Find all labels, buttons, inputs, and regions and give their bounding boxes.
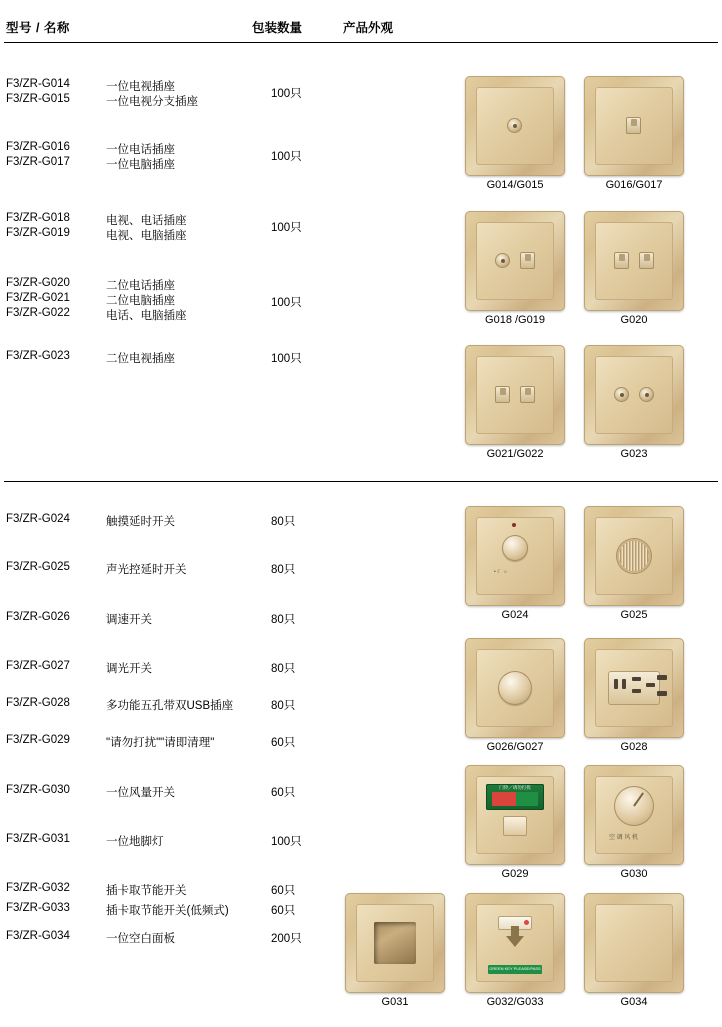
indicator-led-icon — [512, 523, 516, 527]
socket-hole — [632, 677, 641, 681]
table-row — [0, 930, 340, 946]
row-qty: 80只 — [271, 700, 296, 712]
row-model: F3/ZR-G014 — [6, 78, 70, 90]
faceplate-inner — [356, 904, 434, 982]
rj-jack-icon — [520, 252, 535, 269]
product-caption: G031 — [381, 996, 409, 1008]
row-qty: 100只 — [271, 88, 302, 100]
row-model: F3/ZR-G019 — [6, 227, 70, 239]
row-model: F3/ZR-G030 — [6, 784, 70, 796]
clean-green-indicator — [516, 792, 538, 806]
row-name: 触摸延时开关 — [106, 516, 175, 528]
row-model: F3/ZR-G028 — [6, 697, 70, 709]
socket-hole — [622, 679, 626, 689]
usb-port-icon — [657, 691, 667, 696]
column-header-appearance: 产品外观 — [343, 21, 394, 35]
table-row — [0, 227, 340, 243]
row-name: 二位电脑插座 — [106, 295, 175, 307]
coax-jack-icon — [639, 387, 654, 402]
power-socket-icon — [608, 671, 660, 705]
dnd-panel-label: 门铃／请勿打扰 — [499, 785, 531, 790]
faceplate-inner — [476, 517, 554, 595]
coax-jack-icon — [507, 118, 522, 133]
table-row — [0, 882, 340, 898]
dnd-display-panel — [486, 784, 544, 810]
row-name: 二位电话插座 — [106, 280, 175, 292]
row-qty: 60只 — [271, 885, 296, 897]
faceplate-inner — [476, 776, 554, 854]
product-image-g034 — [584, 893, 684, 1008]
product-caption: G014/G015 — [486, 179, 544, 191]
product-caption: G032/G033 — [486, 996, 544, 1008]
product-image-g018-g019 — [465, 211, 565, 326]
fan-dial-icon — [614, 786, 654, 826]
faceplate-inner — [595, 87, 673, 165]
card-instruction-label: GREEN KEY PLEASE/PASS — [489, 966, 541, 971]
faceplate-inner — [595, 222, 673, 300]
socket-hole — [614, 679, 618, 689]
row-name: 声光控延时开关 — [106, 564, 187, 576]
column-header-quantity: 包装数量 — [252, 21, 303, 35]
speaker-grill-icon — [617, 539, 651, 573]
product-image-g024 — [465, 506, 565, 621]
row-model: F3/ZR-G029 — [6, 734, 70, 746]
row-name: 多功能五孔带双USB插座 — [106, 700, 234, 712]
table-row — [0, 697, 340, 713]
row-name: 一位空白面板 — [106, 933, 175, 945]
product-image-g028 — [584, 638, 684, 753]
control-label: • ☾ ☼ — [494, 569, 508, 575]
faceplate-inner — [595, 356, 673, 434]
row-model: F3/ZR-G026 — [6, 611, 70, 623]
dimmer-knob-icon — [498, 671, 532, 705]
product-caption: G018 /G019 — [485, 314, 545, 326]
product-image-g020 — [584, 211, 684, 326]
row-qty: 100只 — [271, 836, 302, 848]
row-model: F3/ZR-G017 — [6, 156, 70, 168]
product-image-g031 — [345, 893, 445, 1008]
coax-jack-icon — [495, 253, 510, 268]
row-name: 电视、电话插座 — [106, 215, 187, 227]
table-row — [0, 660, 340, 676]
row-name: 一位电脑插座 — [106, 159, 175, 171]
rj-jack-icon — [520, 386, 535, 403]
row-model: F3/ZR-G031 — [6, 833, 70, 845]
row-model: F3/ZR-G018 — [6, 212, 70, 224]
product-caption: G028 — [620, 741, 648, 753]
table-row — [0, 156, 340, 172]
table-row — [0, 784, 340, 800]
product-caption: G029 — [501, 868, 529, 880]
insert-arrow-icon — [506, 936, 524, 947]
faceplate-inner — [476, 904, 554, 982]
usb-port-icon — [657, 675, 667, 680]
row-qty: 60只 — [271, 737, 296, 749]
row-model: F3/ZR-G023 — [6, 350, 70, 362]
row-model: F3/ZR-G022 — [6, 307, 70, 319]
row-qty: 80只 — [271, 663, 296, 675]
product-caption: G021/G022 — [486, 448, 544, 460]
table-row — [0, 561, 340, 577]
product-image-g025 — [584, 506, 684, 621]
row-name: 二位电视插座 — [106, 353, 175, 365]
row-model: F3/ZR-G024 — [6, 513, 70, 525]
rj-jack-icon — [626, 117, 641, 134]
faceplate-inner — [476, 222, 554, 300]
column-header-model: 型号 / 名称 — [6, 21, 70, 35]
row-name: "请勿打扰""请即清理" — [106, 737, 215, 749]
faceplate-inner — [595, 776, 673, 854]
fan-label: 空 调 风 机 — [609, 835, 639, 841]
product-image-g021-g022 — [465, 345, 565, 460]
coax-jack-icon — [614, 387, 629, 402]
product-caption: G023 — [620, 448, 648, 460]
table-row — [0, 350, 340, 366]
faceplate-inner — [595, 649, 673, 727]
row-model: F3/ZR-G032 — [6, 882, 70, 894]
product-caption: G025 — [620, 609, 648, 621]
row-name: 一位地脚灯 — [106, 836, 164, 848]
row-model: F3/ZR-G034 — [6, 930, 70, 942]
socket-hole — [646, 683, 655, 687]
rj-jack-icon — [639, 252, 654, 269]
row-name: 插卡取节能开关(低频式) — [106, 905, 229, 917]
header-divider — [4, 42, 718, 43]
product-caption: G034 — [620, 996, 648, 1008]
row-name: 调速开关 — [106, 614, 152, 626]
row-qty: 200只 — [271, 933, 302, 945]
row-qty: 100只 — [271, 353, 302, 365]
row-qty: 100只 — [271, 222, 302, 234]
section-divider — [4, 481, 718, 482]
row-model: F3/ZR-G027 — [6, 660, 70, 672]
row-qty: 100只 — [271, 151, 302, 163]
row-model: F3/ZR-G016 — [6, 141, 70, 153]
row-name: 一位电话插座 — [106, 144, 175, 156]
product-image-g029 — [465, 765, 565, 880]
rj-jack-icon — [495, 386, 510, 403]
row-model: F3/ZR-G021 — [6, 292, 70, 304]
product-caption: G016/G017 — [605, 179, 663, 191]
rotary-knob-icon — [502, 535, 528, 561]
faceplate-inner — [476, 356, 554, 434]
product-image-g014-g015 — [465, 76, 565, 191]
row-model: F3/ZR-G015 — [6, 93, 70, 105]
table-row — [0, 292, 340, 308]
faceplate-inner — [595, 517, 673, 595]
row-qty: 80只 — [271, 564, 296, 576]
footlight-recess — [374, 922, 416, 964]
row-qty: 80只 — [271, 614, 296, 626]
table-row — [0, 902, 340, 918]
faceplate-inner — [476, 649, 554, 727]
row-name: 一位电视分支插座 — [106, 96, 198, 108]
table-row — [0, 833, 340, 849]
row-model: F3/ZR-G033 — [6, 902, 70, 914]
row-qty: 100只 — [271, 297, 302, 309]
product-image-g032-g033 — [465, 893, 565, 1008]
doorbell-button[interactable] — [503, 816, 527, 836]
row-name: 电话、电脑插座 — [106, 310, 187, 322]
table-row — [0, 611, 340, 627]
product-image-g026-g027 — [465, 638, 565, 753]
product-image-g016-g017 — [584, 76, 684, 191]
table-row — [0, 513, 340, 529]
product-caption: G020 — [620, 314, 648, 326]
table-row — [0, 93, 340, 109]
row-name: 电视、电脑插座 — [106, 230, 187, 242]
product-caption: G030 — [620, 868, 648, 880]
faceplate-inner — [476, 87, 554, 165]
table-row — [0, 307, 340, 323]
row-name: 一位电视插座 — [106, 81, 175, 93]
row-name: 调光开关 — [106, 663, 152, 675]
faceplate-inner — [595, 904, 673, 982]
card-instruction-bar — [488, 965, 542, 974]
socket-hole — [632, 689, 641, 693]
row-qty: 60只 — [271, 787, 296, 799]
product-caption: G026/G027 — [486, 741, 544, 753]
row-name: 插卡取节能开关 — [106, 885, 187, 897]
table-header — [0, 18, 722, 48]
row-qty: 80只 — [271, 516, 296, 528]
product-image-g023 — [584, 345, 684, 460]
row-qty: 60只 — [271, 905, 296, 917]
table-row — [0, 734, 340, 750]
row-model: F3/ZR-G020 — [6, 277, 70, 289]
status-led-icon — [524, 920, 529, 925]
product-caption: G024 — [501, 609, 529, 621]
rj-jack-icon — [614, 252, 629, 269]
row-model: F3/ZR-G025 — [6, 561, 70, 573]
product-image-g030 — [584, 765, 684, 880]
row-name: 一位风量开关 — [106, 787, 175, 799]
